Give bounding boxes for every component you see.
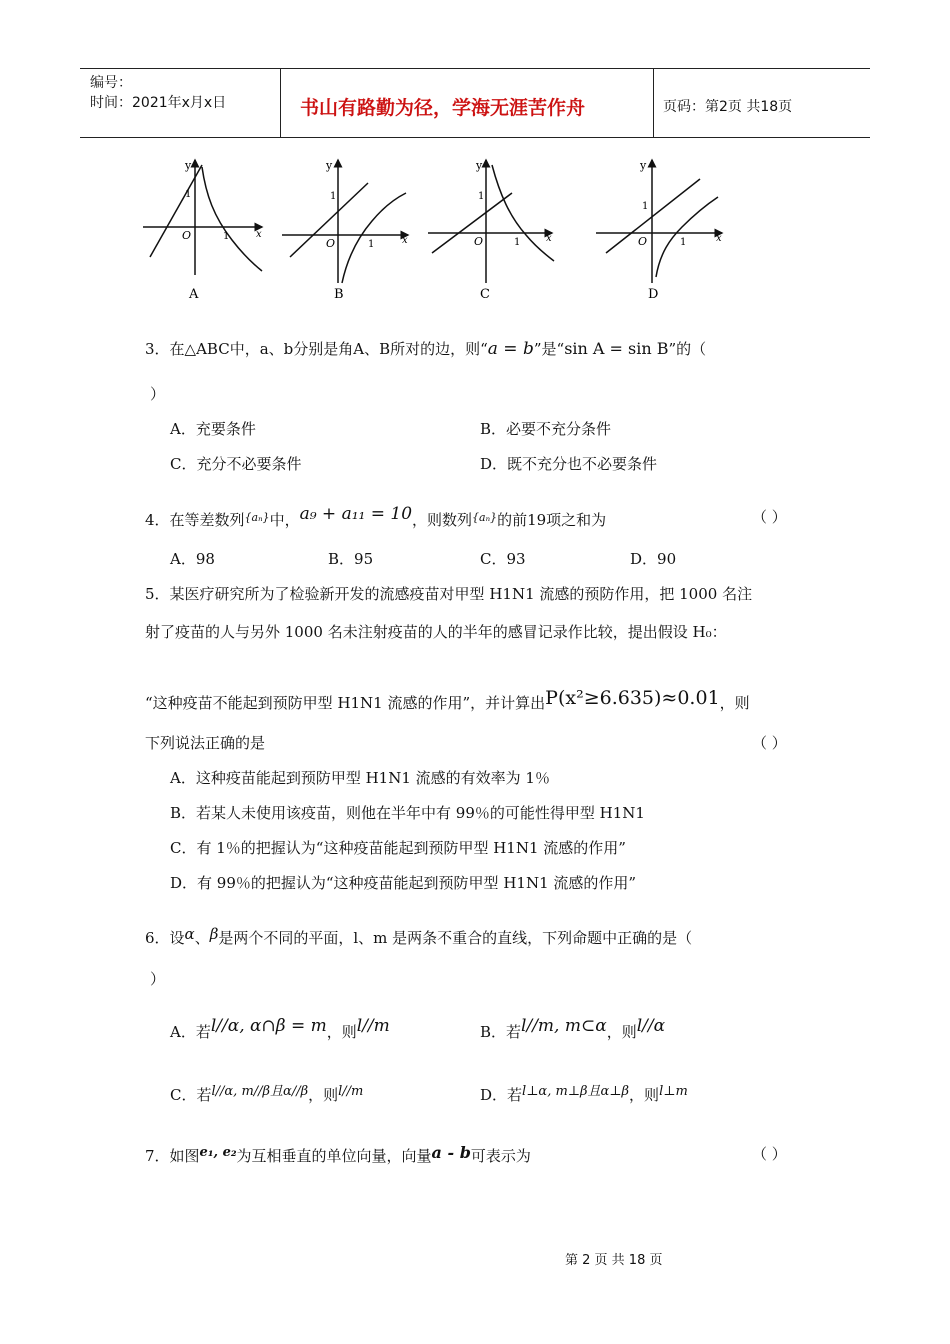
- q3-mid: ”是“: [533, 340, 565, 358]
- graph-d-label: D: [648, 287, 659, 302]
- q6-option-b-label: B．若: [480, 1023, 522, 1041]
- q6-close: ）: [150, 970, 166, 988]
- function-graphs-figure: [140, 155, 730, 305]
- q5-option-c: C．有 1％的把握认为“这种疫苗能起到预防甲型 H1N1 流感的作用”: [170, 839, 626, 857]
- q3-option-b: B．必要不充分条件: [480, 420, 612, 438]
- q4-mid2: ，则数列: [412, 511, 473, 529]
- question-6: [145, 925, 692, 948]
- question-7: [145, 1143, 531, 1166]
- q6-option-d-formula: l⊥α, m⊥β且α⊥β: [522, 1084, 630, 1099]
- q6-option-d-label: D．若: [480, 1086, 523, 1104]
- q3-stem: 3．在△ABC中，a、b分别是角A、B所对的边，则“: [145, 340, 488, 358]
- q7-answer-paren: （ ）: [752, 1145, 787, 1163]
- q7-expr: a - b: [431, 1143, 471, 1162]
- graph-c: [428, 160, 554, 283]
- q5-option-a: A．这种疫苗能起到预防甲型 H1N1 流感的有效率为 1％: [170, 769, 550, 787]
- graph-d-y-label: y: [640, 159, 647, 172]
- graph-c-tick: 1: [478, 191, 485, 202]
- graph-c-x-label: x: [546, 233, 552, 244]
- q6-option-a-label: A．若: [170, 1023, 211, 1041]
- q4-answer-paren: （ ）: [752, 508, 787, 526]
- graph-d-tick-x: 1: [680, 237, 687, 248]
- q4-option-c: C．93: [480, 550, 526, 568]
- graph-d-x-label: x: [716, 233, 722, 244]
- q6-option-a-formula: l//α, α∩β = m: [210, 1016, 327, 1036]
- q3-close: ）: [150, 385, 166, 403]
- graph-a: [143, 160, 262, 275]
- graph-a-y-label: y: [185, 159, 192, 172]
- q5-option-b: B．若某人未使用该疫苗，则他在半年中有 99％的可能性得甲型 H1N1: [170, 804, 645, 822]
- q4-seq: {aₙ}: [244, 511, 270, 524]
- q5-line-4: 下列说法正确的是: [145, 734, 266, 752]
- graph-b-origin: O: [326, 237, 336, 250]
- q3-option-d: D．既不充分也不必要条件: [480, 455, 658, 473]
- graph-a-tick-x: 1: [223, 231, 230, 242]
- header-divider: [280, 69, 281, 137]
- q6-option-a-then: ，则: [326, 1023, 357, 1041]
- q6-stem-b: 是两个不同的平面，l、m 是两条不重合的直线，下列命题中正确的是（: [218, 929, 693, 947]
- q6-option-c-result: l//m: [338, 1084, 364, 1099]
- q6-option-c: [170, 1080, 363, 1105]
- header-page-info: 页码：第2页 共18页: [663, 99, 793, 115]
- header-number-label: 编号：: [90, 75, 132, 91]
- graph-d-origin: O: [638, 235, 648, 248]
- graph-a-origin: O: [182, 229, 192, 242]
- q5-line-3b: ，则: [719, 694, 750, 712]
- q6-option-b-then: ，则: [606, 1023, 637, 1041]
- q6-option-b-formula: l//m, m⊂α: [521, 1016, 607, 1036]
- q7-vecs: e₁, e₂: [199, 1145, 237, 1160]
- graph-a-label: A: [189, 287, 199, 302]
- q6-option-c-formula: l//α, m//β且α//β: [211, 1084, 309, 1099]
- graph-b-tick: 1: [330, 191, 337, 202]
- q5-formula: P(x²≥6.635)≈0.01: [545, 687, 720, 709]
- q4-option-d: D．90: [630, 550, 677, 568]
- q6-option-a: [170, 1016, 390, 1042]
- q6-beta: β: [209, 925, 219, 943]
- question-4: [145, 504, 606, 530]
- q5-line-2: 射了疫苗的人与另外 1000 名未注射疫苗的人的半年的感冒记录作比较，提出假设 H₀：: [145, 623, 727, 641]
- graph-c-label: C: [480, 287, 490, 302]
- q4-seq2: {aₙ}: [472, 511, 498, 524]
- graph-a-x-label: x: [256, 229, 262, 240]
- q3-tail: ”的（: [668, 340, 707, 358]
- header-motto: 书山有路勤为径，学海无涯苦作舟: [300, 97, 586, 119]
- q6-option-c-then: ，则: [308, 1086, 339, 1104]
- q4-tail: 的前19项之和为: [497, 511, 607, 529]
- q5-option-d: D．有 99％的把握认为“这种疫苗能起到预防甲型 H1N1 流感的作用”: [170, 874, 637, 892]
- q3-cond1: a = b: [487, 339, 534, 359]
- q3-option-a: A．充要条件: [170, 420, 256, 438]
- q3-cond2: sin A = sin B: [564, 339, 669, 358]
- graph-c-origin: O: [474, 235, 484, 248]
- graph-d: [596, 160, 722, 283]
- page-footer: 第 2 页 共 18 页: [565, 1253, 663, 1268]
- graph-b-x-label: x: [402, 235, 408, 246]
- q6-option-a-result: l//m: [356, 1016, 390, 1036]
- q5-line-1: 5．某医疗研究所为了检验新开发的流感疫苗对甲型 H1N1 流感的预防作用，把 1000 名注: [145, 585, 753, 603]
- graph-c-tick-x: 1: [514, 237, 521, 248]
- q4-formula: a₉ + a₁₁ = 10: [299, 504, 413, 524]
- q6-option-d: [480, 1080, 688, 1105]
- q6-alpha: α: [184, 925, 195, 943]
- graph-a-tick: 1: [185, 189, 192, 200]
- q7-mid: 为互相垂直的单位向量，向量: [236, 1147, 432, 1165]
- q6-option-b-result: l//α: [636, 1016, 666, 1036]
- graph-b-y-label: y: [326, 159, 333, 172]
- q6-option-b: [480, 1016, 665, 1042]
- q4-option-a: A．98: [170, 550, 215, 568]
- q4-option-b: B．95: [328, 550, 374, 568]
- header-date: 时间：2021年x月x日: [90, 95, 227, 111]
- graph-c-y-label: y: [476, 159, 483, 172]
- q5-answer-paren: （ ）: [752, 734, 787, 752]
- graph-b-label: B: [334, 287, 344, 302]
- q7-stem: 7．如图: [145, 1147, 200, 1165]
- question-3: [145, 338, 706, 359]
- q5-line-3: [145, 687, 750, 713]
- q6-option-d-result: l⊥m: [659, 1084, 688, 1099]
- q6-option-c-label: C．若: [170, 1086, 212, 1104]
- graph-b: [282, 160, 408, 283]
- q4-stem: 4．在等差数列: [145, 511, 245, 529]
- q6-stem-a: 6．设: [145, 929, 185, 947]
- q7-tail: 可表示为: [470, 1147, 531, 1165]
- graph-d-tick: 1: [642, 201, 649, 212]
- q6-option-d-then: ，则: [629, 1086, 660, 1104]
- q3-option-c: C．充分不必要条件: [170, 455, 302, 473]
- graph-b-tick-x: 1: [368, 239, 375, 250]
- header-divider: [653, 69, 654, 137]
- q6-sep: 、: [194, 929, 210, 947]
- q5-line-3a: “这种疫苗不能起到预防甲型 H1N1 流感的作用”，并计算出: [145, 694, 546, 712]
- q4-mid: 中，: [269, 511, 300, 529]
